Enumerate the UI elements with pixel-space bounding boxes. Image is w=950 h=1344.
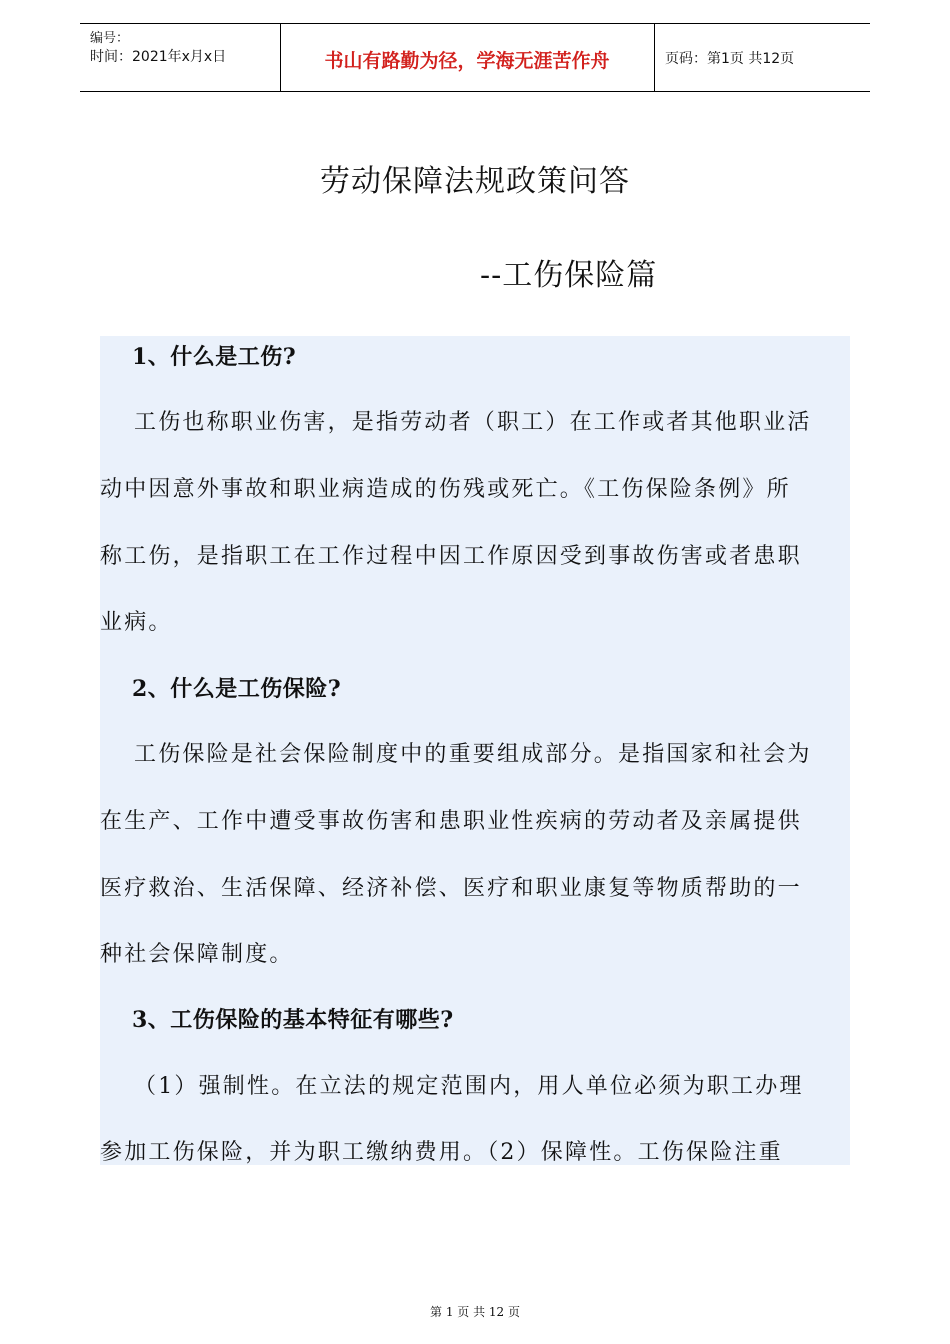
page-header bbox=[80, 23, 870, 92]
header-page-code: 页码：第1页 共12页 bbox=[665, 51, 795, 67]
answer-2-line-1: 工伤保险是社会保险制度中的重要组成部分。是指国家和社会为 bbox=[134, 742, 812, 767]
page-footer: 第 1 页 共 12 页 bbox=[430, 1305, 520, 1319]
document-body bbox=[100, 336, 850, 1165]
answer-1-line-2: 动中因意外事故和职业病造成的伤残或死亡。《工伤保险条例》所 bbox=[100, 477, 791, 502]
document-subtitle: --工伤保险篇 bbox=[480, 258, 658, 293]
question-3: 3、工伤保险的基本特征有哪些? bbox=[132, 1007, 454, 1033]
answer-2-line-4: 种社会保障制度。 bbox=[100, 942, 294, 967]
document-title: 劳动保障法规政策问答 bbox=[320, 164, 630, 199]
document-number-label: 编号： bbox=[90, 31, 130, 46]
header-motto: 书山有路勤为径，学海无涯苦作舟 bbox=[324, 50, 610, 72]
answer-1-line-3: 称工伤，是指职工在工作过程中因工作原因受到事故伤害或者患职 bbox=[100, 544, 802, 569]
question-2: 2、什么是工伤保险? bbox=[132, 676, 342, 702]
header-info-cell bbox=[80, 24, 281, 91]
header-motto-cell bbox=[280, 24, 655, 91]
header-page-cell bbox=[655, 24, 870, 91]
document-time-label: 时间：2021年x月x日 bbox=[90, 49, 227, 65]
answer-2-line-2: 在生产、工作中遭受事故伤害和患职业性疾病的劳动者及亲属提供 bbox=[100, 809, 802, 834]
answer-1-line-4: 业病。 bbox=[100, 610, 173, 635]
question-1: 1、什么是工伤? bbox=[132, 344, 297, 370]
answer-2-line-3: 医疗救治、生活保障、经济补偿、医疗和职业康复等物质帮助的一 bbox=[100, 876, 802, 901]
answer-1-line-1: 工伤也称职业伤害，是指劳动者（职工）在工作或者其他职业活 bbox=[134, 410, 812, 435]
answer-3-line-2: 参加工伤保险，并为职工缴纳费用。（2）保障性。工伤保险注重 bbox=[100, 1140, 783, 1165]
answer-3-line-1: （1）强制性。在立法的规定范围内，用人单位必须为职工办理 bbox=[134, 1074, 804, 1099]
